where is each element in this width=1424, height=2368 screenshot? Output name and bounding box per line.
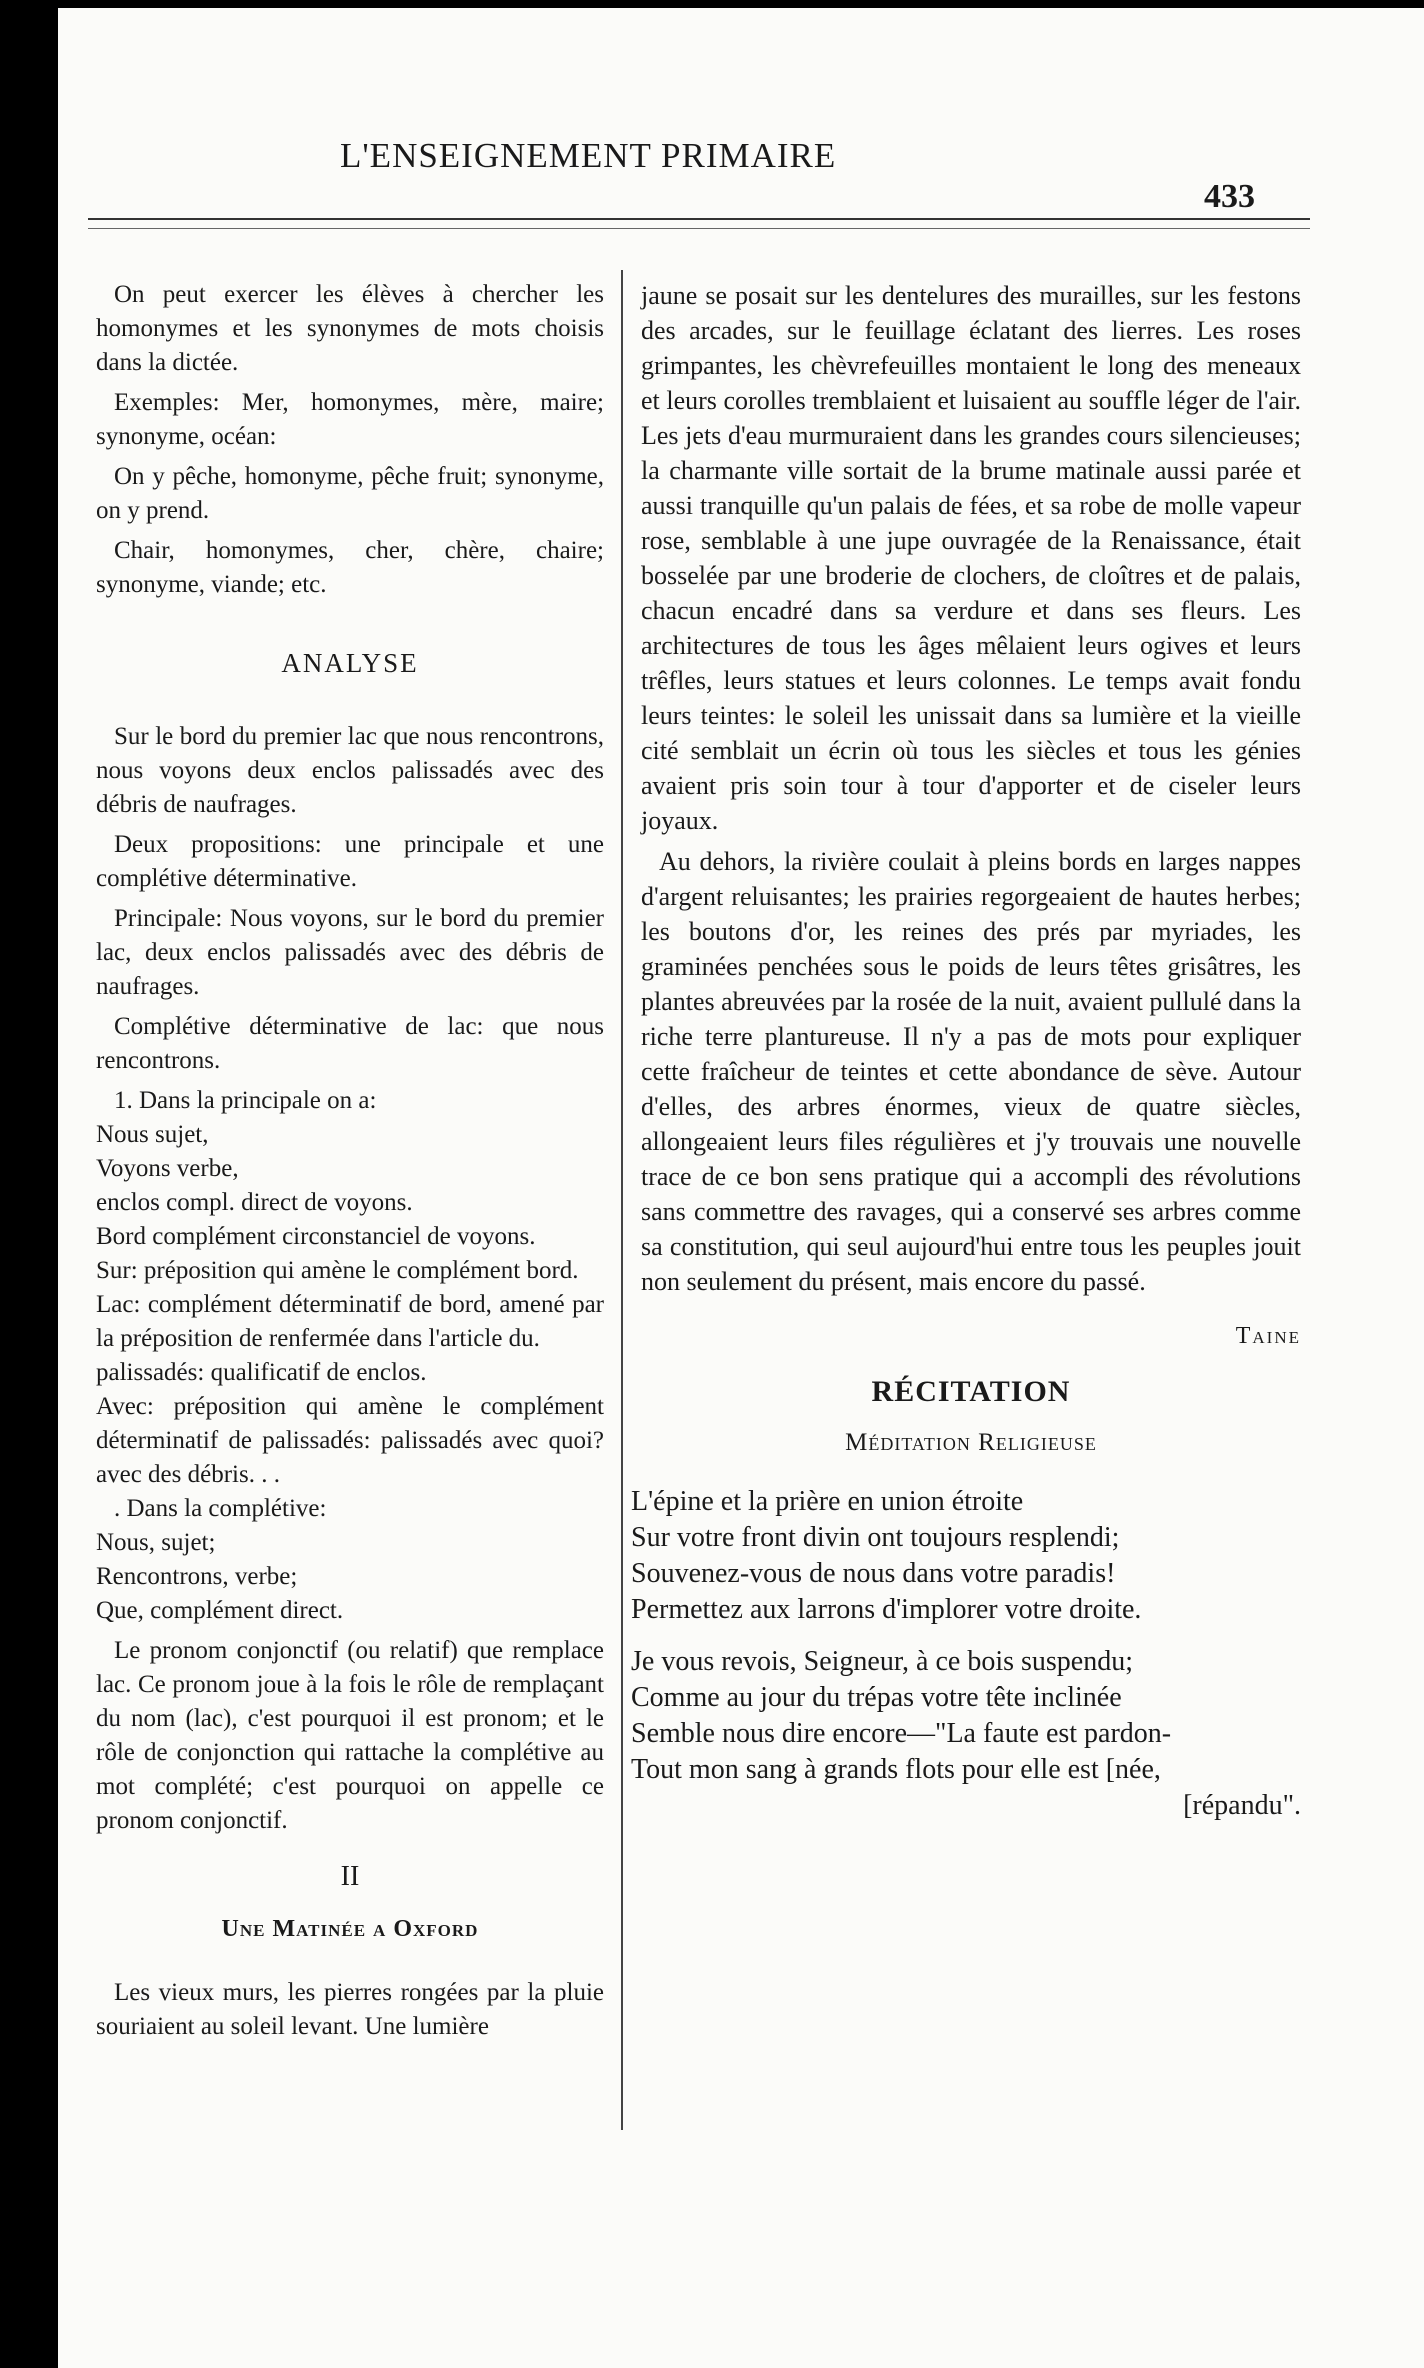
page-header	[58, 136, 1424, 216]
analysis-line: Rencontrons, verbe;	[96, 1563, 298, 1590]
header-rule-thin	[88, 228, 1310, 229]
column-separator	[621, 270, 623, 2130]
section-number: II	[340, 1861, 360, 1892]
poem-stanza	[631, 1484, 1301, 1628]
poem-line: L'épine et la prière en union étroite	[631, 1486, 1024, 1517]
paragraph: Complétive déterminative de lac: que nous rencontrons.	[96, 1013, 604, 1074]
analysis-line: Voyons verbe,	[96, 1155, 239, 1182]
analysis-line: Nous sujet,	[96, 1121, 209, 1148]
page-number: 433	[1204, 178, 1255, 215]
paragraph: Le pronom conjonctif (ou relatif) que remplace lac. Ce pronom joue à la fois le rôle de remplaçant du nom (lac), c'est pourquoi il est pronom; et le rôle de conjonction qui rattache la complétive au mot complété; c'est pourquoi on appelle ce pronom conjonctif.	[96, 1637, 604, 1834]
header-rule	[88, 218, 1310, 220]
poem-line: Permettez aux larrons d'implorer votre droite.	[631, 1594, 1142, 1625]
analysis-line: Nous, sujet;	[96, 1529, 216, 1556]
paragraph: On y pêche, homonyme, pêche fruit; synonyme, on y prend.	[96, 463, 604, 524]
poem-line: Je vous revois, Seigneur, à ce bois suspendu;	[631, 1646, 1134, 1677]
poem	[631, 1484, 1301, 1824]
analysis-line: Lac: complément déterminatif de bord, amené par la préposition de renfermée dans l'article du.	[96, 1291, 604, 1352]
paragraph: 1. Dans la principale on a:	[114, 1087, 377, 1114]
paragraph: Sur le bord du premier lac que nous rencontrons, nous voyons deux enclos palissadés avec des débris de naufrages.	[96, 723, 604, 818]
left-column	[96, 278, 604, 2044]
paragraph: Les vieux murs, les pierres rongées par la pluie souriaient au soleil levant. Une lumière	[96, 1979, 604, 2040]
analysis-line: Que, complément direct.	[96, 1597, 344, 1624]
analysis-line: . Dans la complétive:	[114, 1495, 327, 1522]
right-column	[631, 278, 1301, 1840]
poem-line: Sur votre front divin ont toujours resplendi;	[631, 1522, 1120, 1553]
paragraph: Exemples: Mer, homonymes, mère, maire; synonyme, océan:	[96, 389, 604, 450]
analysis-line: enclos compl. direct de voyons.	[96, 1189, 413, 1216]
poem-title: Méditation Religieuse	[845, 1429, 1097, 1456]
paragraph: On peut exercer les élèves à chercher les homonymes et les synonymes de mots choisis dans la dictée.	[96, 281, 604, 376]
poem-line: Comme au jour du trépas votre tête inclinée	[631, 1682, 1122, 1713]
section-heading-recitation: RÉCITATION	[871, 1375, 1071, 1408]
paragraph: Principale: Nous voyons, sur le bord du premier lac, deux enclos palissadés avec des débris de naufrages.	[96, 905, 604, 1000]
section-title: Une Matinée a Oxford	[221, 1916, 479, 1942]
paragraph: jaune se posait sur les dentelures des murailles, sur les festons des arcades, sur le feuillage éclatant des lierres. Les roses grimpantes, les chèvrefeuilles montaient le long des meneaux et leurs corolles tremblaient et luisaient au souffle léger de l'air. Les jets d'eau murmuraient dans les grandes cours silencieuses; la charmante ville sortait de la brume matinale aussi parée et aussi tranquille qu'un palais de fées, et sa robe de molle vapeur rose, semblable à une jupe ouvragée de la Renaissance, était bosselée par une broderie de clochers, de cloîtres et de palais, chacun encadré dans sa verdure et dans ses fleurs. Les architectures de tous les âges mêlaient leurs ogives et leurs trêfles, leurs statues et leurs colonnes. Le temps avait fondu leurs teintes: le soleil les unissait dans sa lumière et la vieille cité semblait un écrin où tous les siècles et tous les génies avaient pris soin tour à tour d'apporter et de ciseler leurs joyaux.	[641, 281, 1301, 835]
poem-line: Semble nous dire encore—"La faute est pardon-	[631, 1718, 1172, 1749]
analysis-line: Bord complément circonstanciel de voyons.	[96, 1223, 536, 1250]
paragraph: Chair, homonymes, cher, chère, chaire; synonyme, viande; etc.	[96, 537, 604, 598]
paragraph: Au dehors, la rivière coulait à pleins bords en larges nappes d'argent reluisantes; les prairies regorgeaient de hautes herbes; les boutons d'or, les reines des prés par myriades, les graminées penchées sous le poids de leurs têtes grisâtres, les plantes abreuvées par la rosée de la nuit, avaient pullulé dans la riche terre plantureuse. Il n'y a pas de mots pour expliquer cette fraîcheur de teintes et cette abondance de sève. Autour d'elles, des arbres énormes, vieux de quatre siècles, allongeaient leurs files régulières et j'y trouvais une nouvelle trace de ce bon sens pratique qui a accompli des révolutions sans commettre des ravages, qui a conservé ses arbres comme sa constitution, qui seul aujourd'hui entre tous les peuples jouit non seulement du présent, mais encore du passé.	[641, 847, 1301, 1296]
running-title: L'ENSEIGNEMENT PRIMAIRE	[340, 136, 837, 175]
poem-stanza	[631, 1644, 1301, 1824]
author-signature: Taine	[1235, 1323, 1301, 1349]
poem-line: [répandu".	[1183, 1790, 1301, 1821]
poem-line: Souvenez-vous de nous dans votre paradis!	[631, 1558, 1116, 1589]
analysis-line: Avec: préposition qui amène le complément déterminatif de palissadés: palissadés avec quoi? avec des débris. . .	[96, 1393, 604, 1488]
document-page	[58, 8, 1424, 2368]
paragraph: Deux propositions: une principale et une complétive déterminative.	[96, 831, 604, 892]
section-heading-analyse: ANALYSE	[281, 648, 419, 678]
poem-line: Tout mon sang à grands flots pour elle est [née,	[631, 1754, 1161, 1785]
analysis-line: palissadés: qualificatif de enclos.	[96, 1359, 427, 1386]
analysis-line: Sur: préposition qui amène le complément bord.	[96, 1257, 579, 1284]
